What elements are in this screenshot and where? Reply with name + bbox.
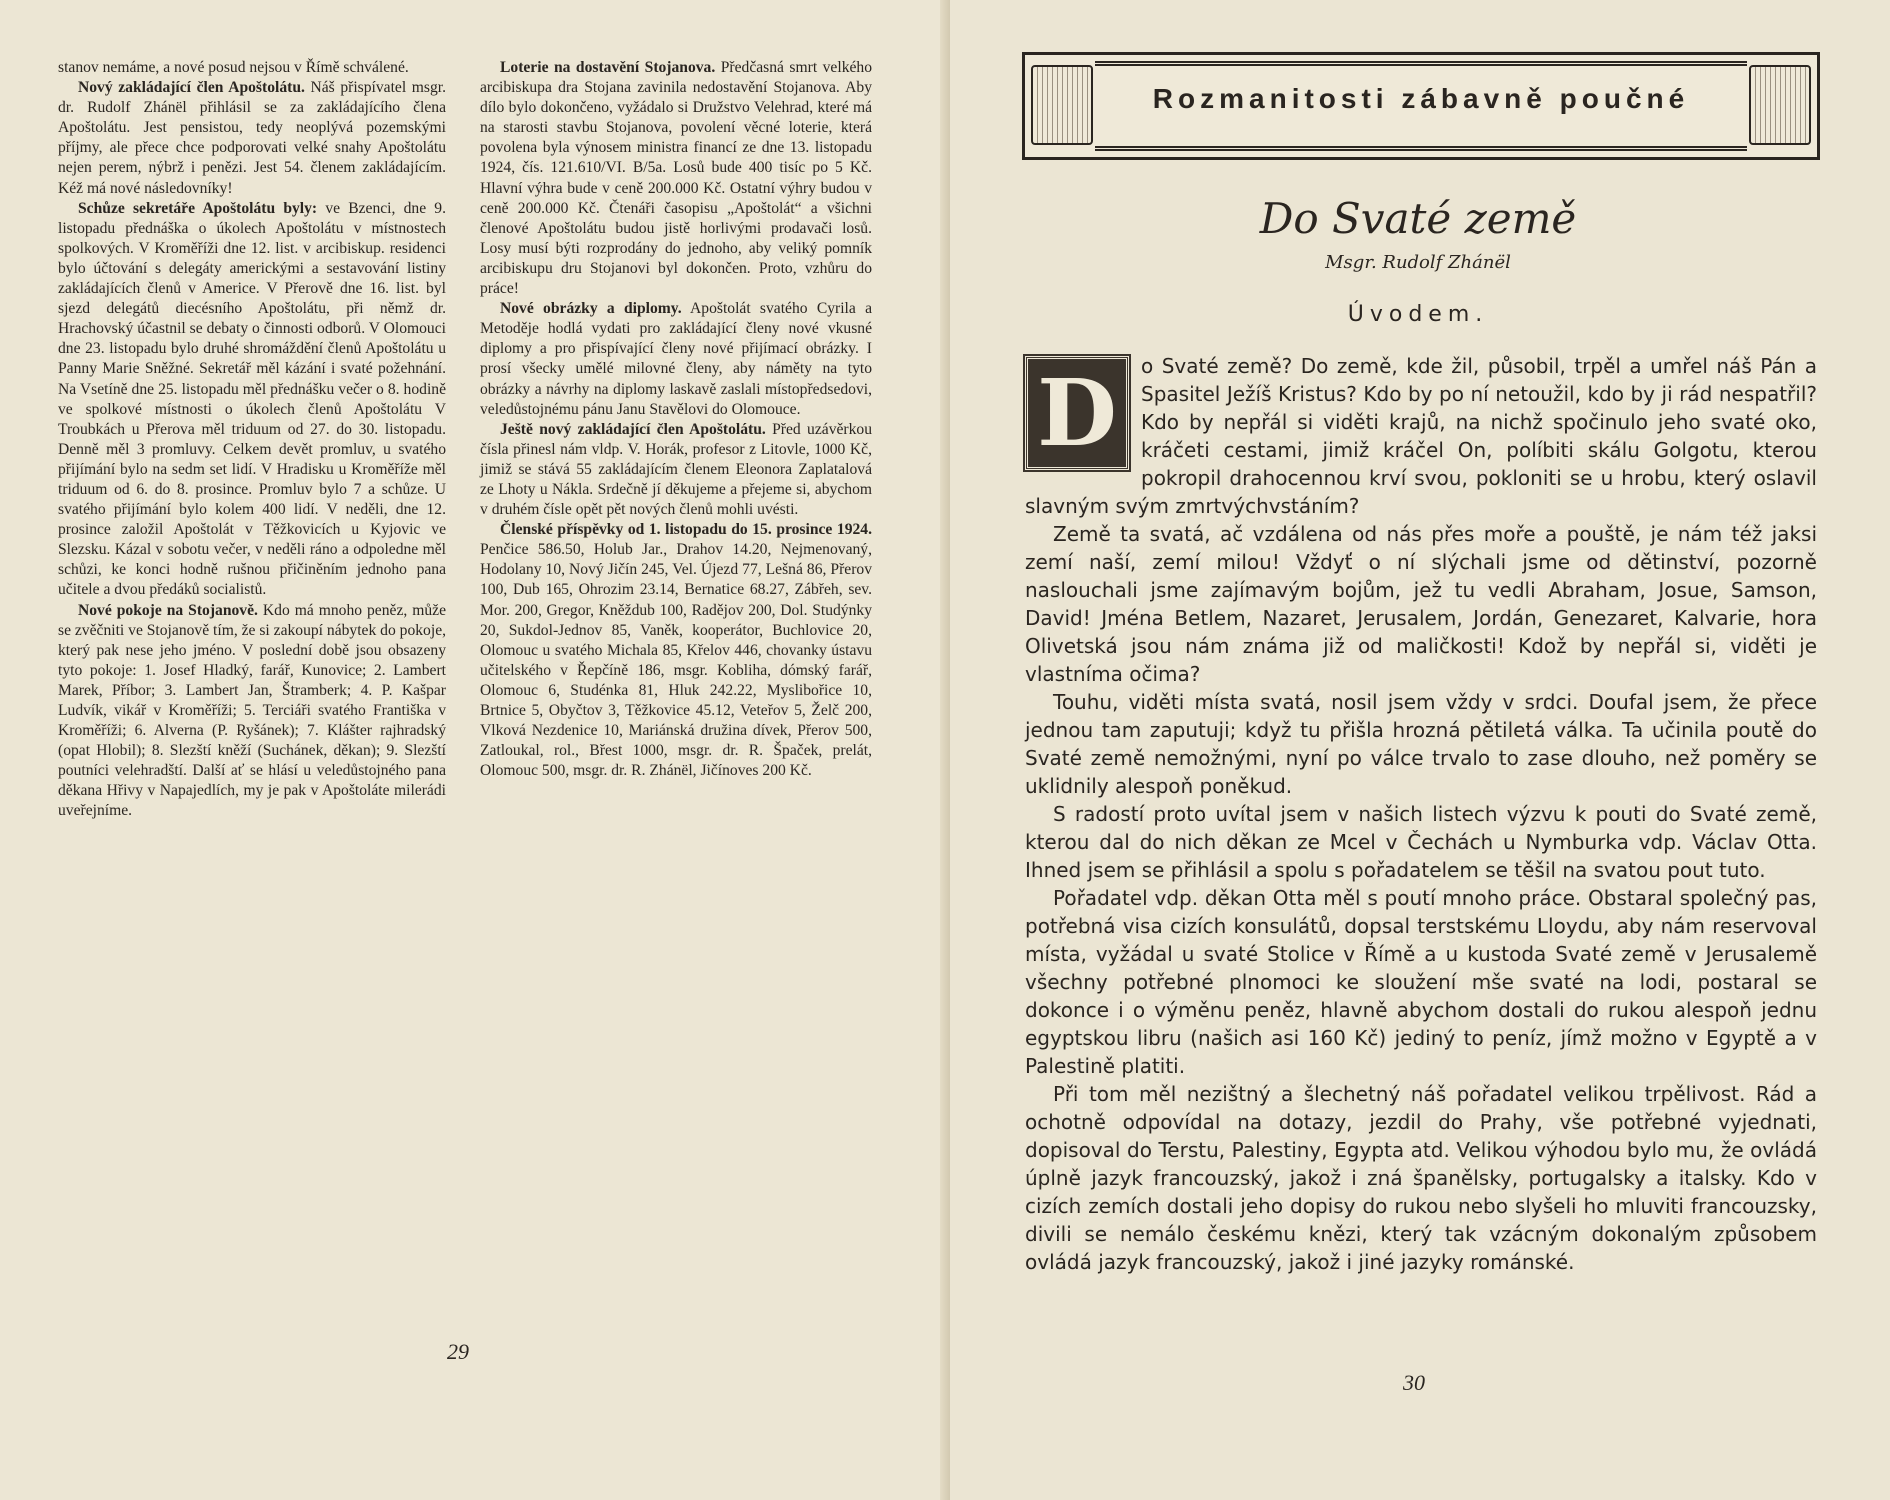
paragraph <box>480 58 872 299</box>
paragraph <box>58 78 446 199</box>
paragraph <box>1025 1080 1817 1276</box>
section-heading: Úvodem. <box>1347 302 1489 327</box>
paragraph-text: Nový zakládající člen Apoštolátu. Náš přispívatel msgr. dr. Rudolf Zhánël přihlásil se za zakládajícího člena Apoštolátu. Jest pensistou, tedy neoplývá pozemskými příjmy, ale přece chce podporovati velké snahy Apoštolátu nejen perem, nýbrž i penězi. Jest 54. členem zakládajícím. Kéž má nové následovníky! <box>58 79 446 197</box>
left-column-1 <box>58 58 446 822</box>
paragraph <box>58 199 446 601</box>
paragraph-text: Nové obrázky a diplomy. Apoštolát svatého Cyrila a Metoděje hodlá vydati pro zakládající členy nové vkusné diplomy a pro přispívající členy nové přijímací obrázky. I prosí všecky umělé milovné členy, aby náměty na tyto obrázky a návrhy na diplomy laskavě zaslali místopředsedovi, veledůstojnému pánu Janu Stavělovi do Olomouce. <box>480 300 873 418</box>
article-author: Msgr. Rudolf Zhánël <box>1325 252 1511 273</box>
paragraph <box>480 520 872 781</box>
paragraph <box>1025 520 1817 688</box>
section-banner <box>1022 52 1820 160</box>
paragraph <box>58 58 446 78</box>
run-in-heading: Loterie na dostavění Stojanova. <box>500 59 716 76</box>
paragraph-text: Členské příspěvky od 1. listopadu do 15. prosince 1924. Penčice 586.50, Holub Jar., Drahov 14.20, Nejmenovaný, Hodolany 10, Nový Jičín 245, Vel. Újezd 77, Lešná 86, Přerov 100, Dub 165, Ohrozim 23.14, Bernatice 68.27, Zábřeh, sev. Mor. 200, Gregor, Kněždub 100, Radějov 200, Dol. Studýnky 20, Sukdol-Jednov 85, Vaněk, kooperátor, Buchlovice 20, Olomouc u svatého Michala 85, Křelov 446, chovanky ústavu učitelského v Řepčíně 186, msgr. Kobliha, dómský farář, Olomouc 6, Studénka 81, Hluk 242.22, Myslibořice 10, Brtnice 5, Obyčtov 3, Těžkovice 45.12, Veteřov 5, Želč 200, Vlková Nezdenice 10, Mariánská družina dívek, Přerov 500, Zatloukal, rol., Břest 1000, msgr. dr. R. Špaček, prelát, Olomouc 500, msgr. dr. R. Zhánël, Jičínoves 200 Kč. <box>480 521 872 780</box>
paragraph-text: Loterie na dostavění Stojanova. Předčasná smrt velkého arcibiskupa dra Stojana zavinila nedostavění Stojanova. Aby dílo bylo dokončeno, vyžádalo si Družstvo Velehrad, které má na starosti stavbu Stojanova, povolení věcné loterie, která povolena byla výnosem ministra financí ze dne 13. listopadu 1924, čís. 121.610/VI. B/5a. Losů bude 400 tisíc po 5 Kč. Hlavní výhra bude v ceně 200.000 Kč. Ostatní výhry budou v ceně 200.000 Kč. Čtenáři časopisu „Apoštolát“ a všichni členové Apoštolátu budou jistě horlivými prodavači losů. Losy musí býti rozprodány do jednoho, aby veliký pomník arcibiskupu dru Stojanovi byl dokončen. Proto, vzhůru do práce! <box>480 59 873 298</box>
paragraph-text: Země ta svatá, ač vzdálena od nás přes moře a pouště, je nám též jaksi zemí naší, zemí milou! Vždyť o ní slýchali jsme od dětinství, pozorně naslouchali jsme zajímavým bojům, jež tu vedli Abraham, Josue, Samson, David! Jména Betlem, Nazaret, Jerusalem, Jordán, Genezaret, Kalvarie, hora Olivetská jsou nám známa již od maličkosti! Kdož by nepřál si, viděti je vlastníma očima? <box>1025 522 1817 686</box>
paragraph <box>58 601 446 822</box>
left-column-2 <box>480 58 872 781</box>
run-in-heading: Členské příspěvky od 1. listopadu do 15. prosince 1924. <box>500 521 872 539</box>
run-in-heading: Nové obrázky a diplomy. <box>500 300 682 318</box>
dropcap: D <box>1025 356 1129 470</box>
paragraph-text: Nové pokoje na Stojanově. Kdo má mnoho peněz, může se zvěčniti ve Stojanově tím, že si zakoupí nábytek do pokoje, který pak nese jeho jméno. V poslední době jsou obsazeny tyto pokoje: 1. Josef Hladký, farář, Kunovice; 2. Lambert Marek, Příbor; 3. Lambert Jan, Štramberk; 4. P. Kašpar Ludvík, vikář v Kroměříži; 5. Terciáři svatého Františka v Kroměříži; 6. Alverna (P. Ryšánek); 7. Klášter rajhradský (opat Hlobil); 8. Slezští kněží (Suchánek, děkan); 9. Slezští poutníci velehradští. Další ať se hlásí u veledůstojného pana děkana Hřivy v Napajedlích, my je pak v Apoštoláte milerádi uveřejníme. <box>58 601 447 820</box>
banner-title: Rozmanitosti zábavně poučné <box>1152 83 1690 114</box>
run-in-heading: Nový zakládající člen Apoštolátu. <box>78 79 305 97</box>
paragraph-text: Při tom měl nezištný a šlechetný náš pořadatel velikou trpělivost. Rád a ochotně odpovídal na dotazy, jezdil do Prahy, vše potřebné vyjednati, dopisoval do Terstu, Palestiny, Egypta atd. Velikou výhodou bylo mu, že ovládá úplně jazyk francouzský, jakož i zná španělsky, portugalsky a italsky. Kdo v cizích zemích dostali jeho dopisy do rukou nebo slyšeli ho mluviti francouzsky, divili se nemálo českému knězi, který tak vzácným dokonalým způsobem ovládá jazyk francouzský, jakož i jiné jazyky románské. <box>1025 1082 1817 1274</box>
page-number-right: 30 <box>1403 1370 1425 1395</box>
page-number-left: 29 <box>447 1339 469 1364</box>
paragraph-text: Ještě nový zakládající člen Apoštolátu. Před uzávěrkou čísla přinesl nám vldp. V. Horák, profesor z Litovle, 1000 Kč, jimiž se stává 55 zakládajícím členem Eleonora Zaplatalová ze Lhoty u Náklа. Srdečně jí děkujeme a přejeme si, abychom v druhém čísle opět pět nových členů mohli uvésti. <box>480 420 872 519</box>
paragraph <box>1025 884 1817 1080</box>
paragraph-text: Pořadatel vdp. děkan Otta měl s poutí mnoho práce. Obstaral společný pas, potřebná visa cizích konsulátů, dopsal terstskému Lloydu, aby nám reservoval místa, vyžádal u svaté Stolice v Římě a u kustoda Svaté země v Jerusalemě všechny potřebné plnomoci ke sloužení mše svaté na lodi, postaral se dokonce i o výměnu peněz, hlavně abychom dostali do rukou alespoň jednu egyptskou libru (našich asi 160 Kč) jediný to peníz, jímž možno v Egyptě a v Palestině platiti. <box>1025 886 1817 1078</box>
paragraph-text: o Svaté země? Do země, kde žil, působil, trpěl a umřel náš Pán a Spasitel Ježíš Kristus? Kdo by po ní netoužil, kdo by ji rád nespatřil? Kdo by nepřál si viděti krajů, na nichž spočinulo jeho svaté oko, kráčeti cestami, jimiž kráčel On, políbiti skálu Golgotu, kterou pokropil drahocennou krví svou, pokloniti se u hrobu, který oslavil slavným svým zmrtvýchvstáním? <box>1025 354 1817 518</box>
paragraph <box>480 299 872 420</box>
article-body <box>1025 352 1817 1276</box>
paragraph <box>480 420 872 520</box>
paragraph-text: Touhu, viděti místa svatá, nosil jsem vždy v srdci. Doufal jsem, že přece jednou tam zaputuji; když tu přišla hrozná pětiletá válka. Ta učinila poutě do Svaté země nemožnými, nyní po válce trvalo to zase dlouho, než poměry se uklidnily alespoň poněkud. <box>1025 690 1817 798</box>
run-in-heading: Nové pokoje na Stojanově. <box>78 601 258 619</box>
run-in-heading: Ještě nový zakládající člen Apoštolátu. <box>500 420 766 438</box>
paragraph <box>1025 800 1817 884</box>
paragraph <box>1025 688 1817 800</box>
paragraph-text: Schůze sekretáře Apoštolátu byly: ve Bzenci, dne 9. listopadu přednáška o úkolech Apoštolátu v místnostech spolkových. V Kroměříži dne 12. list. v arcibiskup. residenci bylo účtování s delegáty americkými a sestavování listiny zakládajících členů v Americe. V Přerově dne 16. list. byl sjezd delegátů diecésního Apoštolátu, při němž dr. Hrachovský účastnil se debaty o činnosti odborů. V Olomouci dne 23. listopadu bylo druhé shromáždění členů Apoštolátu u Panny Marie Sněžné. Sekretář měl kázání i svaté požehnání. Na Vsetíně dne 25. listopadu měl přednášku večer o 8. hodině ve spolkové místnosti o úkolech členů Apoštolátu V Troubkách u Přerova měl triduum od 27. do 30. listopadu. Denně měl 3 promluvy. Celkem devět promluv, u svatého přijímání bylo na sedm set lidí. V Hradisku u Kroměříže měl triduum od 6. do 8. prosince. Promluv bylo 7 a schůze. U svatého přijímání bylo kolem 400 lidí. V neděli, dne 12. prosince založil Apoštolát v Těžkovicích u Kyjovic ve Slezsku. Kázal v sobotu večer, v neděli ráno a odpoledne měl schůzi, ke konci hodně rušnou přičiněním jednoho pana učitele a dvou předáků socialistů. <box>58 199 447 599</box>
paragraph-text: S radostí proto uvítal jsem v našich listech výzvu k pouti do Svaté země, kterou dal do nich děkan ze Mcel v Čechách u Nymburka vdp. Václav Otta. Ihned jsem se přihlásil a spolu s pořadatelem se těšil na svatou pout tuto. <box>1025 802 1817 882</box>
paragraph-text: stanov nemáme, a nové posud nejsou v Římě schválené. <box>58 59 409 76</box>
ornament-right-icon <box>1749 65 1811 145</box>
article-title: Do Svaté země <box>1259 194 1577 243</box>
paragraph <box>1025 352 1817 520</box>
run-in-heading: Schůze sekretáře Apoštolátu byly: <box>78 199 318 217</box>
